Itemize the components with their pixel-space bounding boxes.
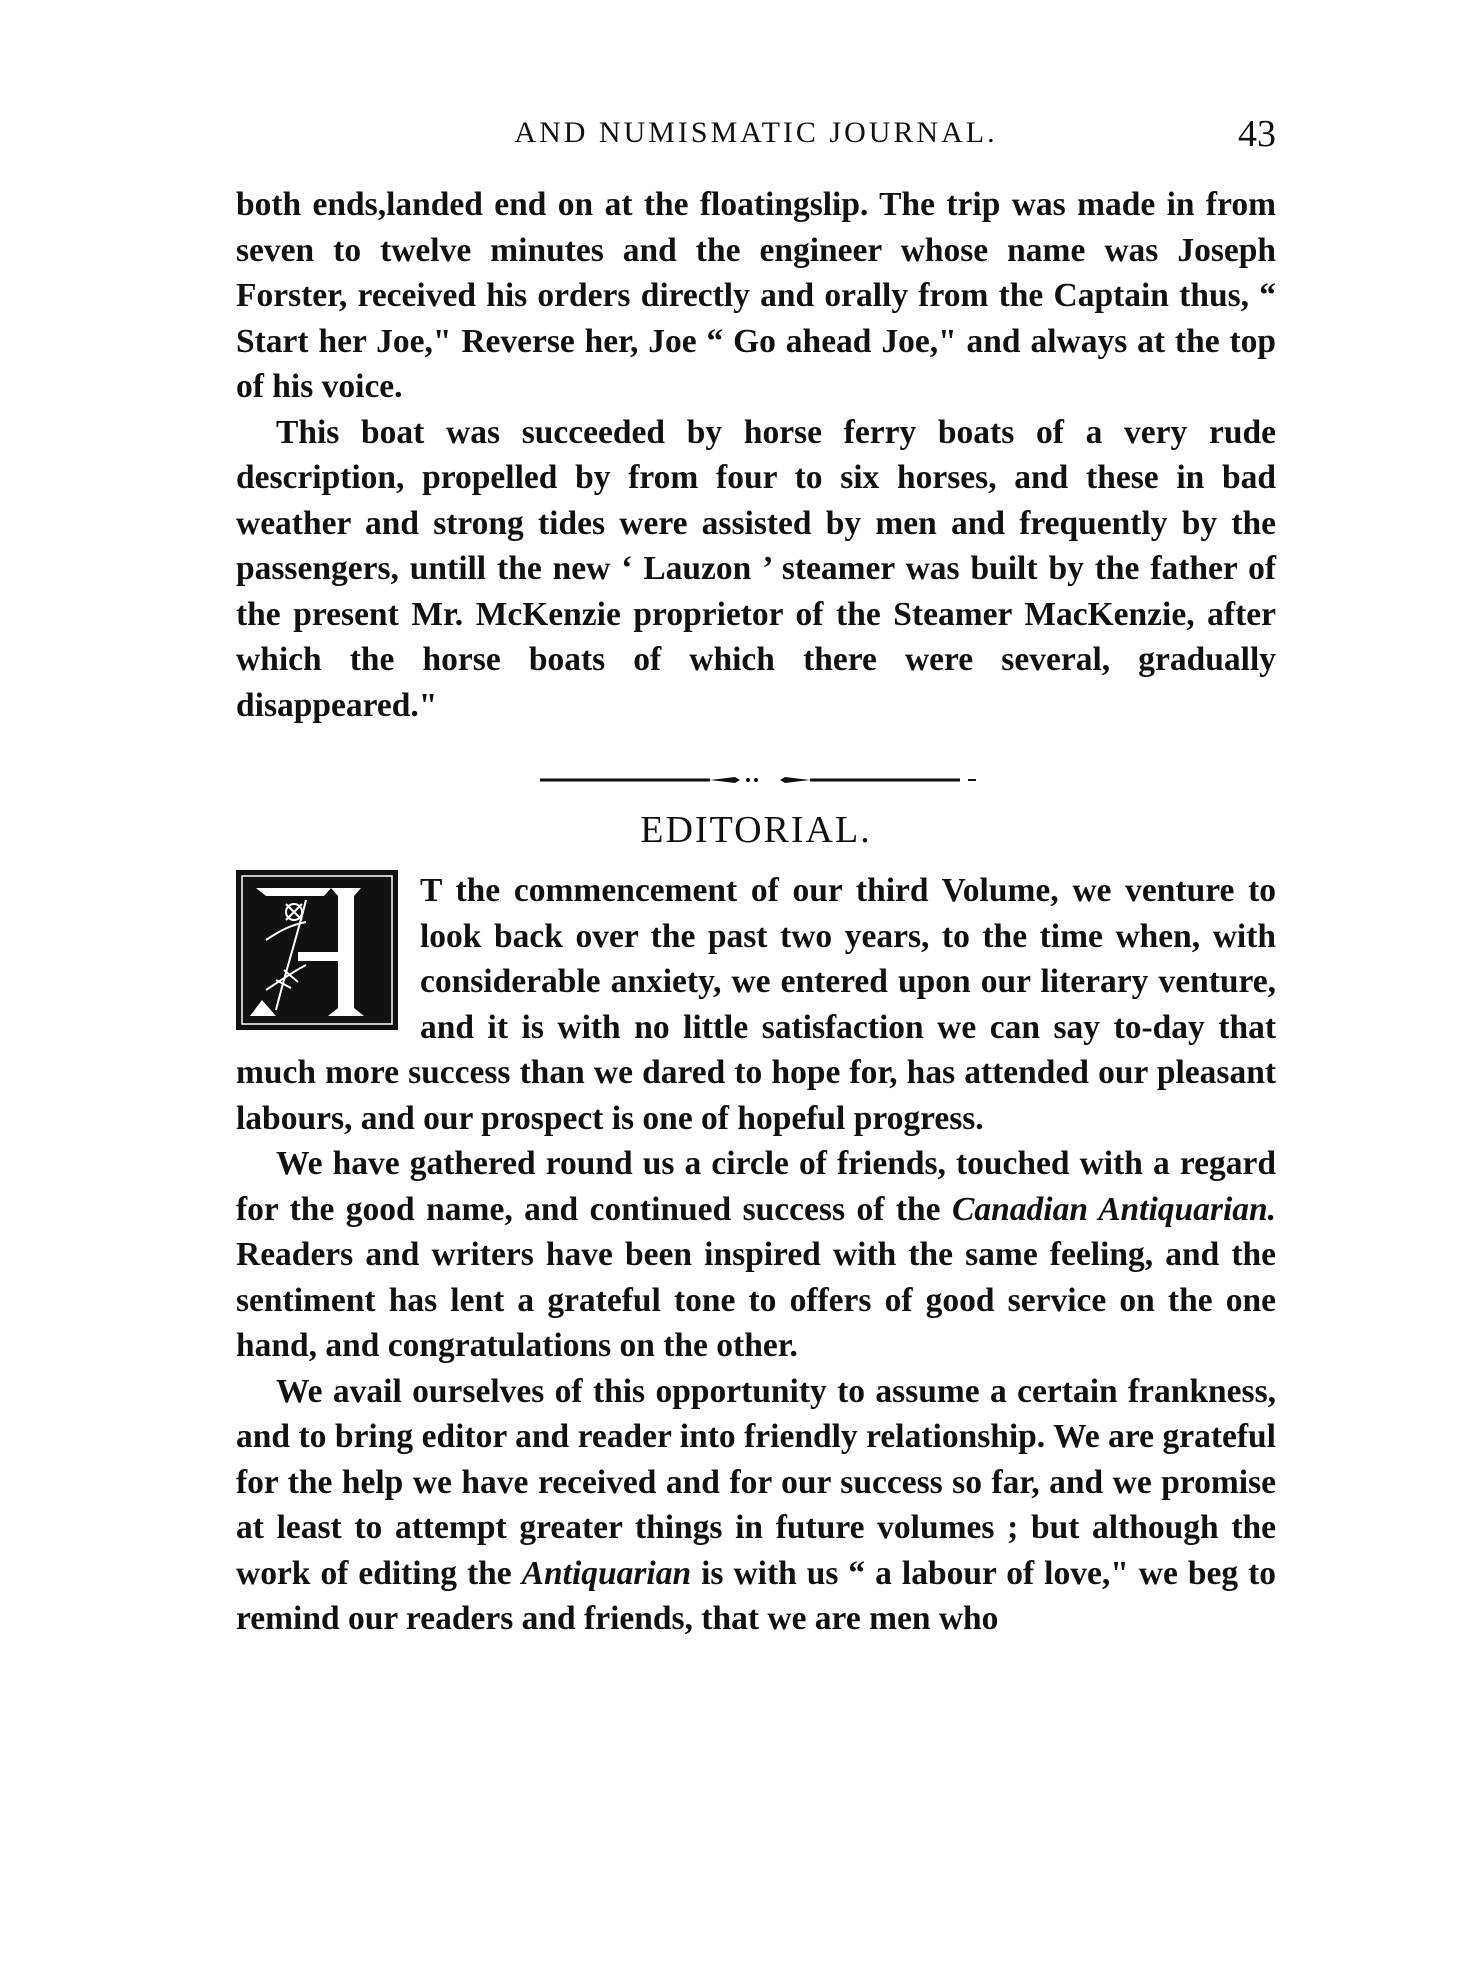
editorial-paragraph-3-end: is with us “ a labour of love," we beg to remind our readers and friends, that we are men who	[236, 1554, 1277, 1637]
decorated-initial	[236, 870, 398, 1030]
running-head	[236, 112, 1276, 162]
ferry-paragraph-1: both ends,landed end on at the floatingslip. The trip was made in from seven to twelve minutes and the engineer whose name was Joseph Forster, received his orders directly and orally from the Captain thus, “ Start her Joe," Reverse her, Joe “ Go ahead Joe," and always at the top of his voice.	[236, 186, 1276, 405]
running-title: AND NUMISMATIC JOURNAL.	[514, 116, 998, 149]
editorial-paragraph-1	[236, 868, 1276, 1141]
journal-short-title: Antiquarian	[521, 1554, 692, 1592]
editorial-text-block	[236, 868, 1276, 1642]
section-divider	[540, 775, 980, 785]
decorated-initial-graphic	[236, 870, 398, 1030]
editorial-paragraph-3	[236, 1369, 1276, 1642]
editorial-paragraph-2	[236, 1141, 1276, 1369]
journal-title: Canadian Antiquarian.	[952, 1190, 1277, 1228]
editorial-paragraph-3-start: We avail ourselves of this opportunity to assume a certain frankness, and to bring editor and reader into friendly relationship. We are grateful for the help we have received and for our success so far, and we promise at least to attempt greater things in future volumes ; but although the work of editing the	[236, 1372, 1276, 1592]
page-number: 43	[1238, 113, 1276, 155]
top-text-block	[236, 182, 1276, 728]
ferry-paragraph-2: This boat was succeeded by horse ferry boats of a very rude description, propelled by from four to six horses, and these in bad weather and strong tides were assisted by men and frequently by the passengers, untill the new ‘ Lauzon ’ steamer was built by the father of the present Mr. McKenzie proprietor of the Steamer MacKenzie, after which the horse boats of which there were several, gradually disappeared."	[236, 413, 1276, 724]
editorial-paragraph-2-end: Readers and writers have been inspired with the same feeling, and the sentiment has lent a grateful tone to offers of good service on the one hand, and congratulations on the other.	[236, 1236, 1276, 1364]
editorial-paragraph-2-start: We have gathered round us a circle of friends, touched with a regard for the good name, and continued success of the	[236, 1145, 1276, 1228]
editorial-heading: EDITORIAL.	[640, 809, 872, 851]
editorial-paragraph-1-text: T the commencement of our third Volume, we venture to look back over the past two years, to the time when, with considerable anxiety, we entered upon our literary venture, and it is with no little satisfaction we can say to-day that much more success than we dared to hope for, has attended our pleasant labours, and our prospect is one of hopeful progress.	[236, 872, 1276, 1137]
